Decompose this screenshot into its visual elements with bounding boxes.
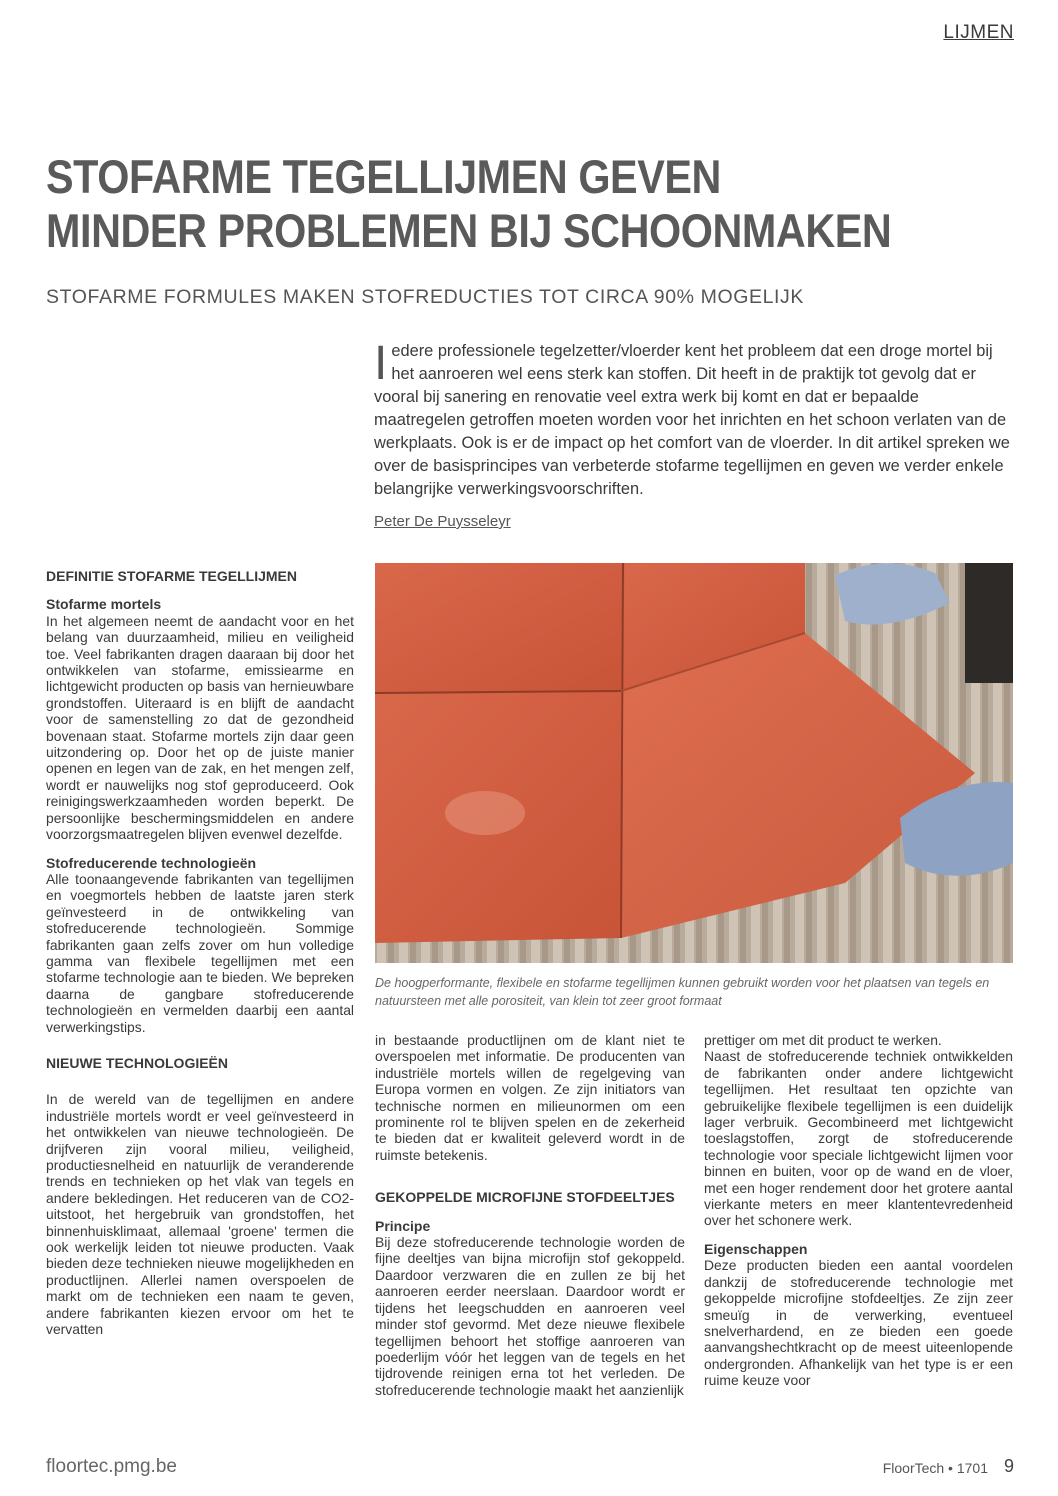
footer-issue: FloorTech • 1701 — [882, 1460, 988, 1476]
intro-paragraph — [374, 337, 1014, 501]
headline-line-2: MINDER PROBLEMEN BIJ SCHOONMAKEN — [46, 204, 892, 257]
intro-text: edere professionele tegelzetter/vloerder kent het probleem dat een droge mortel bij het aanroeren wel eens sterk kan stoffen. Dit heeft in de praktijk tot gevolg dat er vooral bij sanering en renovatie veel extra werk bij komt en dat er bepaalde maatregelen getroffen moeten worden voor het inrichten en het schoon verlaten van de werkplaats. Ook is er de impact op het comfort van de vloerder. In dit artikel spreken we over de basisprincipes van verbeterde stofarme tegellijmen en geven we verder enkele belangrijke verwerkingsvoorschriften. — [374, 342, 1010, 498]
section-tag: LIJMEN — [943, 22, 1014, 43]
headline — [46, 150, 908, 258]
column-2 — [375, 1032, 685, 1398]
column-1 — [46, 568, 354, 1337]
paragraph-naast: Naast de stofreducerende techniek ontwikkelden de fabrikanten onder andere lichtgewicht tegellijmen. Het resultaat ten opzichte van gebruikelijke flexibele tegellijmen is een duidelijk lager verbruik. Gecombineerd met lichtgewicht toeslagstoffen, zorgt de stofreducerende technologie voor speciale lichtgewicht lijmen voor binnen en buiten, voor op de wand en de vloer, met een hoger rendement door het grotere aantal vierkante meters en meer klantentevredenheid over het schonere werk. — [704, 1048, 1013, 1229]
page-number: 9 — [1003, 1456, 1014, 1476]
subheadline: STOFARME FORMULES MAKEN STOFREDUCTIES TOT CIRCA 90% MOGELIJK — [46, 286, 805, 308]
heading-nieuwe-technologieen: NIEUWE TECHNOLOGIEËN — [46, 1054, 229, 1071]
paragraph-stofreducerende: Alle toonaangevende fabrikanten van tegellijmen en voegmortels hebben de laatste jaren sterk geïnvesteerd in de ontwikkeling van stofreducerende technologieën. Sommige fabrikanten gaan zelfs zover om hun volledige gamma van flexibele tegellijmen met een stofarme technologie aan te bieden. We bepreken daarna de gangbare stofreducerende technologieën en vermelden daarbij een aantal verwerkingstips. — [46, 870, 354, 1035]
drop-cap: I — [374, 337, 388, 390]
heading-definitie: DEFINITIE STOFARME TEGELLIJMEN — [46, 568, 297, 584]
paragraph-continued: in bestaande productlijnen om de klant niet te overspoelen met informatie. De producenten van industriële mortels willen de regelgeving van Europa vormen en volgen. Ze zijn initiators van technische normen en milieunormen om een prominente rol te blijven spelen en de zekerheid te bieden dat er kwaliteit geleverd wordt in de ruimste betekenis. — [375, 1032, 685, 1163]
background-dark — [965, 563, 1013, 683]
footer-website[interactable]: floortec.pmg.be — [46, 1456, 177, 1477]
subheading-eigenschappen: Eigenschappen — [704, 1240, 808, 1257]
subheading-principe: Principe — [375, 1217, 431, 1234]
paragraph-stofarme-mortels: In het algemeen neemt de aandacht voor en het belang van duurzaamheid, milieu en veiligheid toe. Veel fabrikanten dragen daaraan bij door het ontwikkelen van stofarme, emissiearme en lichtgewicht producten op basis van hernieuwbare grondstoffen. Uiteraard is en blijft de aandacht voor de samenstelling zo dat de gezondheid bovenaan staat. Stofarme mortels zijn daar geen uitzondering op. Door het op de juiste manier openen en legen van de zak, en het mengen zelf, wordt er nauwelijks nog stof geproduceerd. Ook reinigingswerkzaamheden worden beperkt. De persoonlijke beschermingsmiddelen en andere voorzorgsmaatregelen blijven evenwel dezelfde. — [46, 612, 354, 843]
subheading-stofreducerende: Stofreducerende technologieën — [46, 854, 257, 871]
photo-caption: De hoogperformante, flexibele en stofarme tegellijmen kunnen gebruikt worden voor het plaatsen van tegels en natuursteen met alle porositeit, van klein tot zeer groot formaat — [375, 976, 990, 1008]
paragraph-nieuwe-technologieen: In de wereld van de tegellijmen en andere industriële mortels wordt er veel geïnvesteerd in het ontwikkelen van nieuwe technologieën. De drijfveren zijn vooral milieu, veiligheid, productiesnelheid en natuurlijk de veranderende trends en technieken op het vlak van tegels en andere bekledingen. Het reduceren van de CO2-uitstoot, het hergebruik van grondstoffen, het binnenhuisklimaat, allemaal 'groene' termen die ook werkelijk leiden tot nieuwe producten. Vaak bieden deze technieken nieuwe mogelijkheden en productlijnen. Allerlei namen overspoelen de markt om de technieken een naam te geven, andere fabrikanten kiezen ervoor om het te vervatten — [46, 1091, 354, 1338]
subheading-stofarme-mortels: Stofarme mortels — [46, 596, 162, 613]
headline-line-1: STOFARME TEGELLIJMEN GEVEN — [46, 150, 721, 203]
paragraph-continued-3: prettiger om met dit product te werken. — [704, 1032, 942, 1048]
paragraph-principe: Bij deze stofreducerende technologie worden de fijne deeltjes van bijna microfijn stof gekoppeld. Daardoor verzwaren die en zullen ze bij het aanroeren eerder neerslaan. Daardoor wordt er tijdens het leegschudden en aanroeren veel minder stof gevormd. Met deze nieuwe flexibele tegellijmen behoort het stoffige aanroeren van poederlijm vóór het leggen van de tegels en het tijdrovende reinigen erna tot het verleden. De stofreducerende technologie maakt het aanzienlijk — [375, 1234, 685, 1398]
tile-top-left — [375, 563, 625, 693]
tile-installation-photo — [375, 563, 1013, 963]
heading-gekoppelde: GEKOPPELDE MICROFIJNE STOFDEELTJES — [375, 1189, 675, 1206]
author-byline: Peter De Puysseleyr — [374, 513, 511, 530]
column-3 — [704, 1032, 1013, 1389]
article-photo — [375, 563, 1013, 963]
paragraph-eigenschappen: Deze producten bieden een aantal voordelen dankzij de stofreducerende technologie met gekoppelde microfijne stofdeeltjes. Ze zijn zeer smeuïg in de verwerking, eventueel snelverhardend, en ze bieden een goede aanvangshechtkracht op de meest uiteenlopende ondergronden. Afhankelijk van het type is er een ruime keuze voor — [704, 1257, 1013, 1389]
